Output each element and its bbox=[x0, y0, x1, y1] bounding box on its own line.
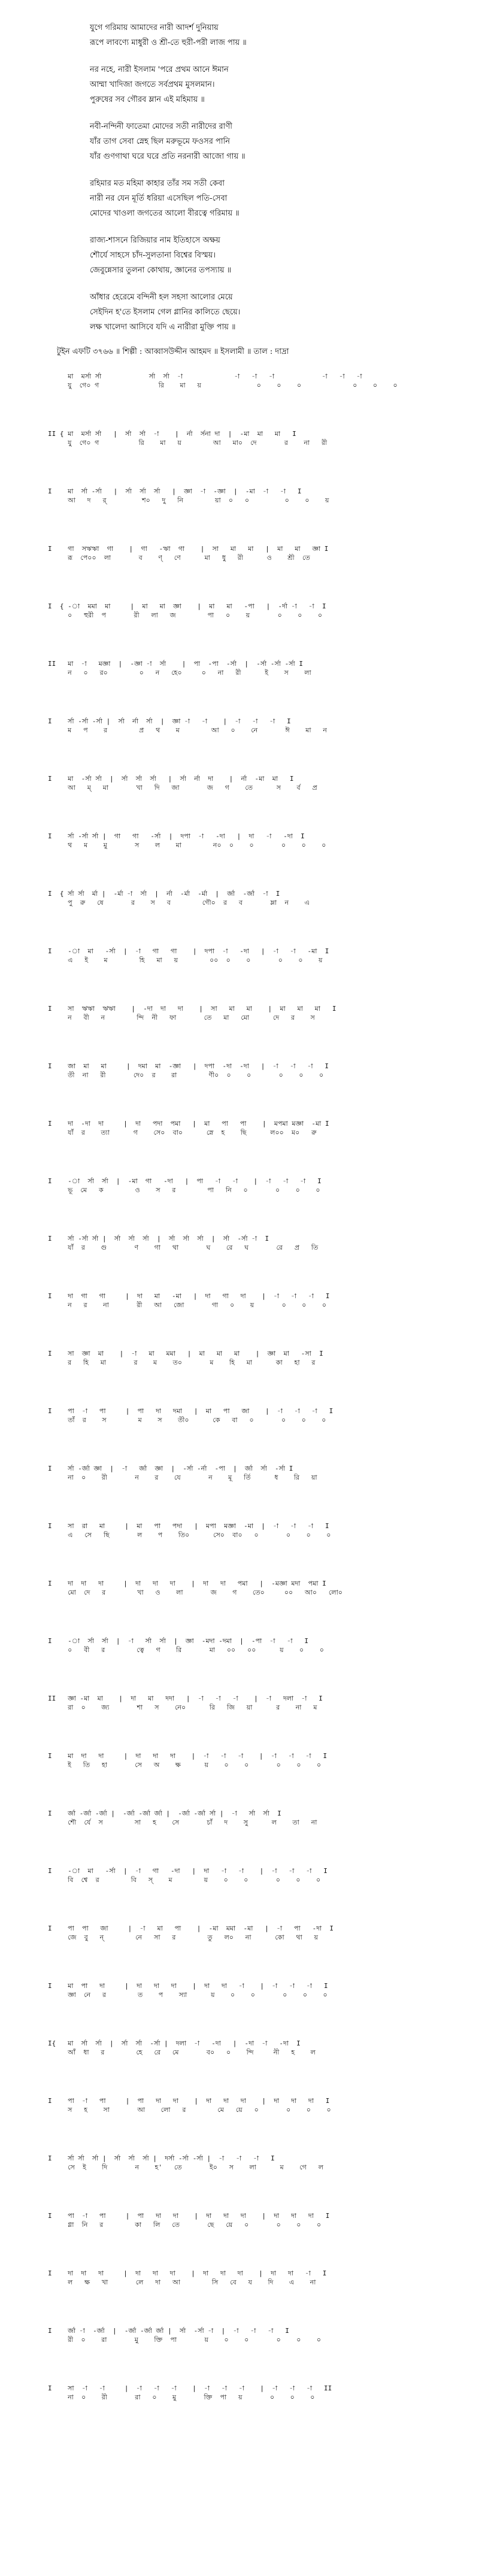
notation-swara-line: I পা -া পা | পা দা দা | দা দা দা | দা দা দা I bbox=[48, 2097, 330, 2105]
notation-syllable-line: ০ বী র ত্বে গ রি মা ০০ ০০ য় ০ ০ bbox=[48, 1646, 324, 1654]
notation-row bbox=[48, 1465, 461, 1483]
notation-syllable-line: ভূ মে ক ও স র পা নি ০ ০ ০ ০ bbox=[48, 1186, 320, 1194]
notation-syllable-line: যাঁ র গু ণ গা থা ঘ রে ঘ রে প্র তি bbox=[48, 1244, 319, 1251]
notation-row bbox=[48, 1120, 461, 1138]
lyrics-stanza bbox=[90, 176, 425, 221]
notation-syllable-line: থ ম মু স ল মা ন০ ০ ০ ০ ০ ০ bbox=[48, 841, 326, 849]
notation-syllable-line: রী ০ রা মু ক্তি পা য় ০ ০ ০ ০ ০ bbox=[48, 2336, 322, 2344]
notation-swara-line: I সা -া -া | -া -া -া | -া -া -া | -া -া -া II bbox=[48, 2384, 332, 2392]
notation-swara-line: I মা পা দা | দা দা দা | দা দা -া | -া -া -া I bbox=[48, 1982, 328, 1990]
notation-syllable-line: ল ক্ষ খা লে দা আ সি বে য দি এ না bbox=[48, 2278, 316, 2286]
notation-syllable-line: আ দ র্ শ০ দু নি য়া ০ ০ ০ ০ য় bbox=[48, 496, 329, 504]
lyrics-stanza bbox=[90, 119, 425, 164]
lyrics-stanza bbox=[90, 233, 425, 278]
notation-syllable-line: তাঁ র স ম স তী০ কে বা ০ ০ ০ ০ bbox=[48, 1416, 326, 1424]
notation-swara-line: II মা -া মজ্ঞা | -জ্ঞা -া র্সা | পা -পা -র্সা | -র্সা -র্সা -র্সা I bbox=[48, 660, 303, 668]
notation-row bbox=[48, 2154, 461, 2172]
notation-swara-line: I র্জা -া -র্জা | -র্জা -র্জা র্জা | র্সা -র্সা -া | -া -া -া I bbox=[48, 2327, 289, 2335]
lyric-line: নারী নর যেন মূর্তি ধরিয়া এসেছিল পতি-সেবা bbox=[90, 194, 228, 203]
lyric-line: যুগে গরিমায় আমাদের নারী আদর্শ দুনিয়ায় bbox=[90, 23, 219, 32]
notation-swara-line: I { র্সা র্সা র্মা | -র্মা -া র্সা | র্না -র্মা -র্মা | র্জা -র্জা -া I bbox=[48, 890, 280, 898]
lyric-line: আঁধার হেরেমে বন্দিনী হল সহসা আলোর মেয়ে bbox=[90, 293, 233, 302]
lyric-line: নর নহে, নারী ইসলাম 'পরে প্রথম আনে ঈমান bbox=[90, 65, 229, 74]
notation-syllable-line: যাঁ র ত্যা গ সে০ বা০ স্নে হ ছি ল০০ ম০ রু bbox=[48, 1129, 317, 1137]
notation-swara-line: I{ মা র্সা র্সা | র্সা র্সা -র্সা | দলা -া -দা | -দা -া -দা I bbox=[48, 2039, 301, 2047]
notation-swara-line: I র্সা -র্সা -র্সা | র্সা র্না র্সা | জ্ঞা -া -া | -া -া -া I bbox=[48, 717, 291, 725]
notation-row bbox=[48, 775, 461, 793]
notation-row bbox=[48, 2327, 461, 2345]
notation-swara-line: I মা দা দা | দা দা দা | -া -া -া | -া -া -া I bbox=[48, 1752, 328, 1760]
notation-syllable-line: শৌ র্যে স সা হ সে চাঁ দ সু ল তা না bbox=[48, 1819, 317, 1826]
notation-swara-line: I দা দা দা | দা দা দা | দা দা দা | দা দা -া I bbox=[48, 2269, 327, 2277]
notation-syllable-line: এ সে ছি ল প তি০ সে০ বা০ ০ ০ ০ ০ bbox=[48, 1531, 331, 1539]
notation-row bbox=[48, 2269, 461, 2287]
notation-syllable-line: না ০ রী ন র যে ন মূ র্তি ধ রি য়া bbox=[48, 1474, 317, 1481]
lyrics-stanza bbox=[90, 290, 425, 335]
notation-syllable-line: এ ই ম হি মা য় ০০ ০ ০ ০ ০ য় bbox=[48, 956, 323, 964]
notation-swara-line: I { -া মমা মা | মা মা জ্ঞা | মা মা -পা | -র্দা -া -া I bbox=[48, 602, 326, 610]
notation-syllable-line: ম প র প্র থ ম আ ০ নে ঈ মা ন bbox=[48, 726, 327, 734]
notation-row bbox=[48, 2097, 461, 2115]
notation-swara-line: I সা রা মা | মা পা পদা | মপা মজ্ঞা -মা | -া -া -া I bbox=[48, 1522, 329, 1530]
notation-row bbox=[48, 1292, 461, 1310]
notation-row bbox=[48, 1350, 461, 1368]
notation-syllable-line: স হ সা আ লো র মে য়ে ০ ০ ০ ০ bbox=[48, 2106, 331, 2114]
notation-swara-line: I মা র্সা -র্সা | র্সা র্সা র্সা | জ্ঞা -া -জ্ঞা | -মা -া -া I bbox=[48, 487, 302, 495]
lyric-line: জেবুন্নেসার তুলনা কোথায়, জ্ঞানের তপস্যায় ॥ bbox=[90, 266, 232, 275]
notation-row bbox=[48, 832, 461, 850]
notation-swara-line: I -া মা -র্সা | -া গা -দা | দা -া -া | -া -া -া I bbox=[48, 1867, 328, 1875]
lyric-line: যাঁর গুণগাথা ঘরে ঘরে প্রতি নরনারী আজো গায় ॥ bbox=[90, 152, 245, 161]
notation-swara-line: I -া র্সা র্সা | -া র্সা র্সা | জ্ঞা -মদা -দমা | -পা -া -া I bbox=[48, 1637, 309, 1645]
lyric-line: আম্মা খাদিজা জগতে সর্বপ্রথম মুসলমান। bbox=[90, 80, 215, 89]
notation-swara-line: I পা -া পা | পা দা দমা | মা পা জা | -া -া -া I bbox=[48, 1407, 334, 1415]
notation-syllable-line: ০ হুরী প রী লা জ পা ০ য় ০ ০ ০ bbox=[48, 611, 323, 619]
notation-syllable-line: ন ০ র০ ০ ন হে০ ০ না রী ই স লা bbox=[48, 669, 311, 677]
notation-row bbox=[48, 1407, 461, 1425]
notation-row bbox=[48, 602, 461, 620]
notation-row bbox=[48, 2039, 461, 2057]
notation-syllable-line: আঁ ধা র হে রে মে ব০ ০ ন্দি নী হ ল bbox=[48, 2048, 316, 2056]
lyric-line: রূপে লাবণ্যে মাধুরী ও শ্রী-তে হুরী-পরী লাজ পায় ॥ bbox=[90, 38, 247, 47]
lyric-line: সেইদিন হ'তে ইসলাম গেল গ্লানির কালিতে ছেয়ে। bbox=[90, 308, 241, 317]
notation-syllable-line: যু গে০ গ রি মা য় আ মা০ দে র না রী bbox=[48, 439, 328, 447]
notation-swara-line: I র্সা -র্সা র্সা | র্সা র্সা র্সা | র্সা র্সা র্সা | র্সা -র্সা -া I bbox=[48, 1235, 269, 1242]
notation-swara-line: I সা ঋঋা ঋঋা | -দা দা দা | সা মা মা | মা মা মা I bbox=[48, 1005, 336, 1013]
notation-row bbox=[48, 1177, 461, 1195]
lyric-line: মোদের খাওলা জগতের আলো বীরত্বে গরিমায় ॥ bbox=[90, 209, 240, 218]
lyric-line: লক্ষ খালেদা আসিবে যদি এ নারীরা মুক্তি পায় ॥ bbox=[90, 323, 236, 332]
notation-syllable-line: রা ০ জ্য শা স নে০ রি জি য়া র না ম bbox=[48, 1704, 317, 1711]
notation-swara-line: I জা মা মা | দমা মা -জ্ঞা | দপা -দা -দা | -া -া -া I bbox=[48, 1062, 329, 1070]
notation-row bbox=[48, 1752, 461, 1770]
notation-syllable-line: ন বী ন ন্দি নী ফা তে মা মো দে র স bbox=[48, 1014, 315, 1022]
lyric-line: নবী-নন্দিনী ফাতেমা মোদের সতী নারীদের রাণী bbox=[90, 122, 233, 131]
notation-row bbox=[48, 947, 461, 965]
notation-syllable-line: পু রু ষে র স ব গৌ০ র ব ম্লা ন এ bbox=[48, 899, 310, 907]
notation-row bbox=[48, 1867, 461, 1885]
notation-syllable-line: গ্লা নি র কা লি তে ছে য়ে ০ ০ ০ ০ bbox=[48, 2221, 322, 2229]
notation-row bbox=[48, 1005, 461, 1023]
notation-syllable-line: র হি মা র ম ত০ ম হি মা কা হা র bbox=[48, 1359, 316, 1366]
notation-syllable-line: ই তি হা সে অ ক্ষ য় ০ ০ ০ ০ ০ bbox=[48, 1761, 322, 1769]
notation-swara-line: I র্সা র্সা র্সা | র্সা র্সা র্সা | দর্সা -র্সা -র্সা | -া -া -া I bbox=[48, 2154, 275, 2162]
notation-syllable-line: না ০ রী রা ০ মু ক্তি পা য় ০ ০ ০ bbox=[48, 2393, 315, 2401]
notation-row bbox=[48, 2212, 461, 2230]
notation-swara-line: I -া মা -র্সা | -া গা গা | দপা -া -দা | -া -া -মা I bbox=[48, 947, 329, 955]
notation-row bbox=[48, 890, 461, 908]
lyrics-stanza bbox=[90, 20, 425, 50]
notation-syllable-line: তী না রী দে০ র রা ণী০ ০ ০ ০ ০ ০ bbox=[48, 1071, 324, 1079]
notation-row bbox=[48, 1062, 461, 1080]
notation-swara-line: I -া র্সা র্সা | -মা গা -দা | পা -া -া | -া -া -া I bbox=[48, 1177, 322, 1185]
notation-section bbox=[48, 372, 461, 2442]
notation-swara-line: I দা -দা দা | দা পদা পমা | মা পা পা | মপমা মজ্ঞা -মা I bbox=[48, 1120, 329, 1128]
notation-row bbox=[48, 660, 461, 678]
notation-row bbox=[48, 372, 461, 390]
notation-swara-line: II { মা মর্সা র্সা | র্সা র্সা -া | র্না র্সনা দা | -মা মা মা I bbox=[48, 430, 296, 438]
notation-swara-line: I সা জ্ঞা মা | -া মা মমা | মা মা মা | জ্ঞা মা -সা I bbox=[48, 1350, 323, 1357]
notation-row bbox=[48, 1522, 461, 1540]
lyric-line: রাজ্য-শাসনে রিজিয়ার নাম ইতিহাসে অক্ষয় bbox=[90, 236, 220, 245]
notation-swara-line: I র্সা -র্সা র্সা | গা গা -র্সা | দপা -া -দা | দা -া -দা I bbox=[48, 832, 305, 840]
lyric-line: যাঁর তাগ সেবা স্নেহ ছিল মরুভূমে ফওসর পানি bbox=[90, 137, 231, 146]
notation-syllable-line: ন র না রী আ জো গা ০ য় ০ ০ ০ bbox=[48, 1301, 327, 1309]
lyrics-section bbox=[90, 20, 425, 347]
notation-syllable-line: বি শ্বে র বি স্ ম য় ০ ০ ০ ০ ০ bbox=[48, 1876, 321, 1884]
notation-row bbox=[48, 717, 461, 735]
notation-row bbox=[48, 1695, 461, 1713]
lyric-line: রহিমার মত মহিমা কাহার তাঁর সম সতী কেবা bbox=[90, 179, 225, 188]
notation-row bbox=[48, 487, 461, 505]
lyrics-stanza bbox=[90, 62, 425, 107]
notation-swara-line: I পা পা জা | -া মা পা | -মা মমা -মা | -া পা -দা I bbox=[48, 1925, 334, 1932]
lyric-line: শৌর্যে সাহসে চাঁদ-সুলতানা বিশ্বের বিস্ময়। bbox=[90, 251, 216, 260]
notation-syllable-line: যু গে০ গ রি মা য় ০ ০ ০ ০ ০ ০ bbox=[48, 381, 398, 389]
notation-row bbox=[48, 430, 461, 448]
notation-syllable-line: মো দে র খা ও লা জ গ তে০ ০০ আ০ লো০ bbox=[48, 1589, 342, 1596]
notation-row bbox=[48, 1925, 461, 1942]
notation-syllable-line: জ্ঞা নে র ত প স্যা য় ০ ০ ০ ০ ০ bbox=[48, 1991, 328, 1999]
notation-row bbox=[48, 545, 461, 563]
lyric-line: পুরুষের সব গৌরব ম্লান এই মহিমায় ॥ bbox=[90, 95, 205, 104]
notation-swara-line: I দা গা গা | দা মা -মা | দা গা দা | -া -া -া I bbox=[48, 1292, 330, 1300]
notation-swara-line: I দা দা দা | দা দা দা | দা দা পমা | -মজ্ঞা মদা পমা I bbox=[48, 1580, 326, 1587]
notation-swara-line: II জ্ঞা -মা মা | দা মা দদা | -া -া -া | -া দলা -া I bbox=[48, 1695, 323, 1702]
notation-swara-line: I র্জা -র্জা -র্জা | -র্জা -র্জা র্জা | -র্জা -র্জা র্সা | -া র্সা র্সা I bbox=[48, 1810, 281, 1817]
notation-row bbox=[48, 1580, 461, 1598]
notation-swara-line: মা মর্সা র্সা র্সা র্সা -া -া -া -া -া -া -া bbox=[48, 372, 362, 380]
notation-swara-line: I পা -া পা | পা দা দা | দা দা দা | দা দা দা I bbox=[48, 2212, 330, 2220]
notation-syllable-line: রূ পে০০ লা ব ণ্ ণে মা ধু রী ও শ্রী তে bbox=[48, 554, 310, 562]
notation-syllable-line: জে বু ন্ নে সা র তু ল০ না কো থা য় bbox=[48, 1933, 319, 1941]
notation-row bbox=[48, 1810, 461, 1828]
notation-swara-line: I র্সা -র্জা জ্ঞা | -া র্জা জ্ঞা | -র্সা -র্না -পা | র্জা র্সা -র্সা I bbox=[48, 1465, 293, 1472]
record-header: টুইন এফটি ৩৭৬৬ ॥ শিল্পী : আব্বাসউদ্দীন আহমদ ॥ ইসলামী ॥ তাল : দাদ্রা bbox=[57, 347, 289, 356]
notation-syllable-line: সে ই দি ন হ' তে ই০ স লা ম গে ল bbox=[48, 2163, 323, 2171]
notation-swara-line: I মা -র্সা র্সা | র্সা র্সা র্সা | র্সা র্না দা | র্না -মা মা I bbox=[48, 775, 294, 783]
notation-row bbox=[48, 1637, 461, 1655]
notation-row bbox=[48, 2384, 461, 2402]
notation-swara-line: I গা সঋঋা গা | গা -ঋা গা | সা মা মা | মা মা জ্ঞা I bbox=[48, 545, 329, 553]
notation-syllable-line: আ ম্ মা খা দি জা জ গ তে স র্ব প্র bbox=[48, 784, 317, 792]
notation-row bbox=[48, 1982, 461, 2000]
notation-row bbox=[48, 1235, 461, 1253]
